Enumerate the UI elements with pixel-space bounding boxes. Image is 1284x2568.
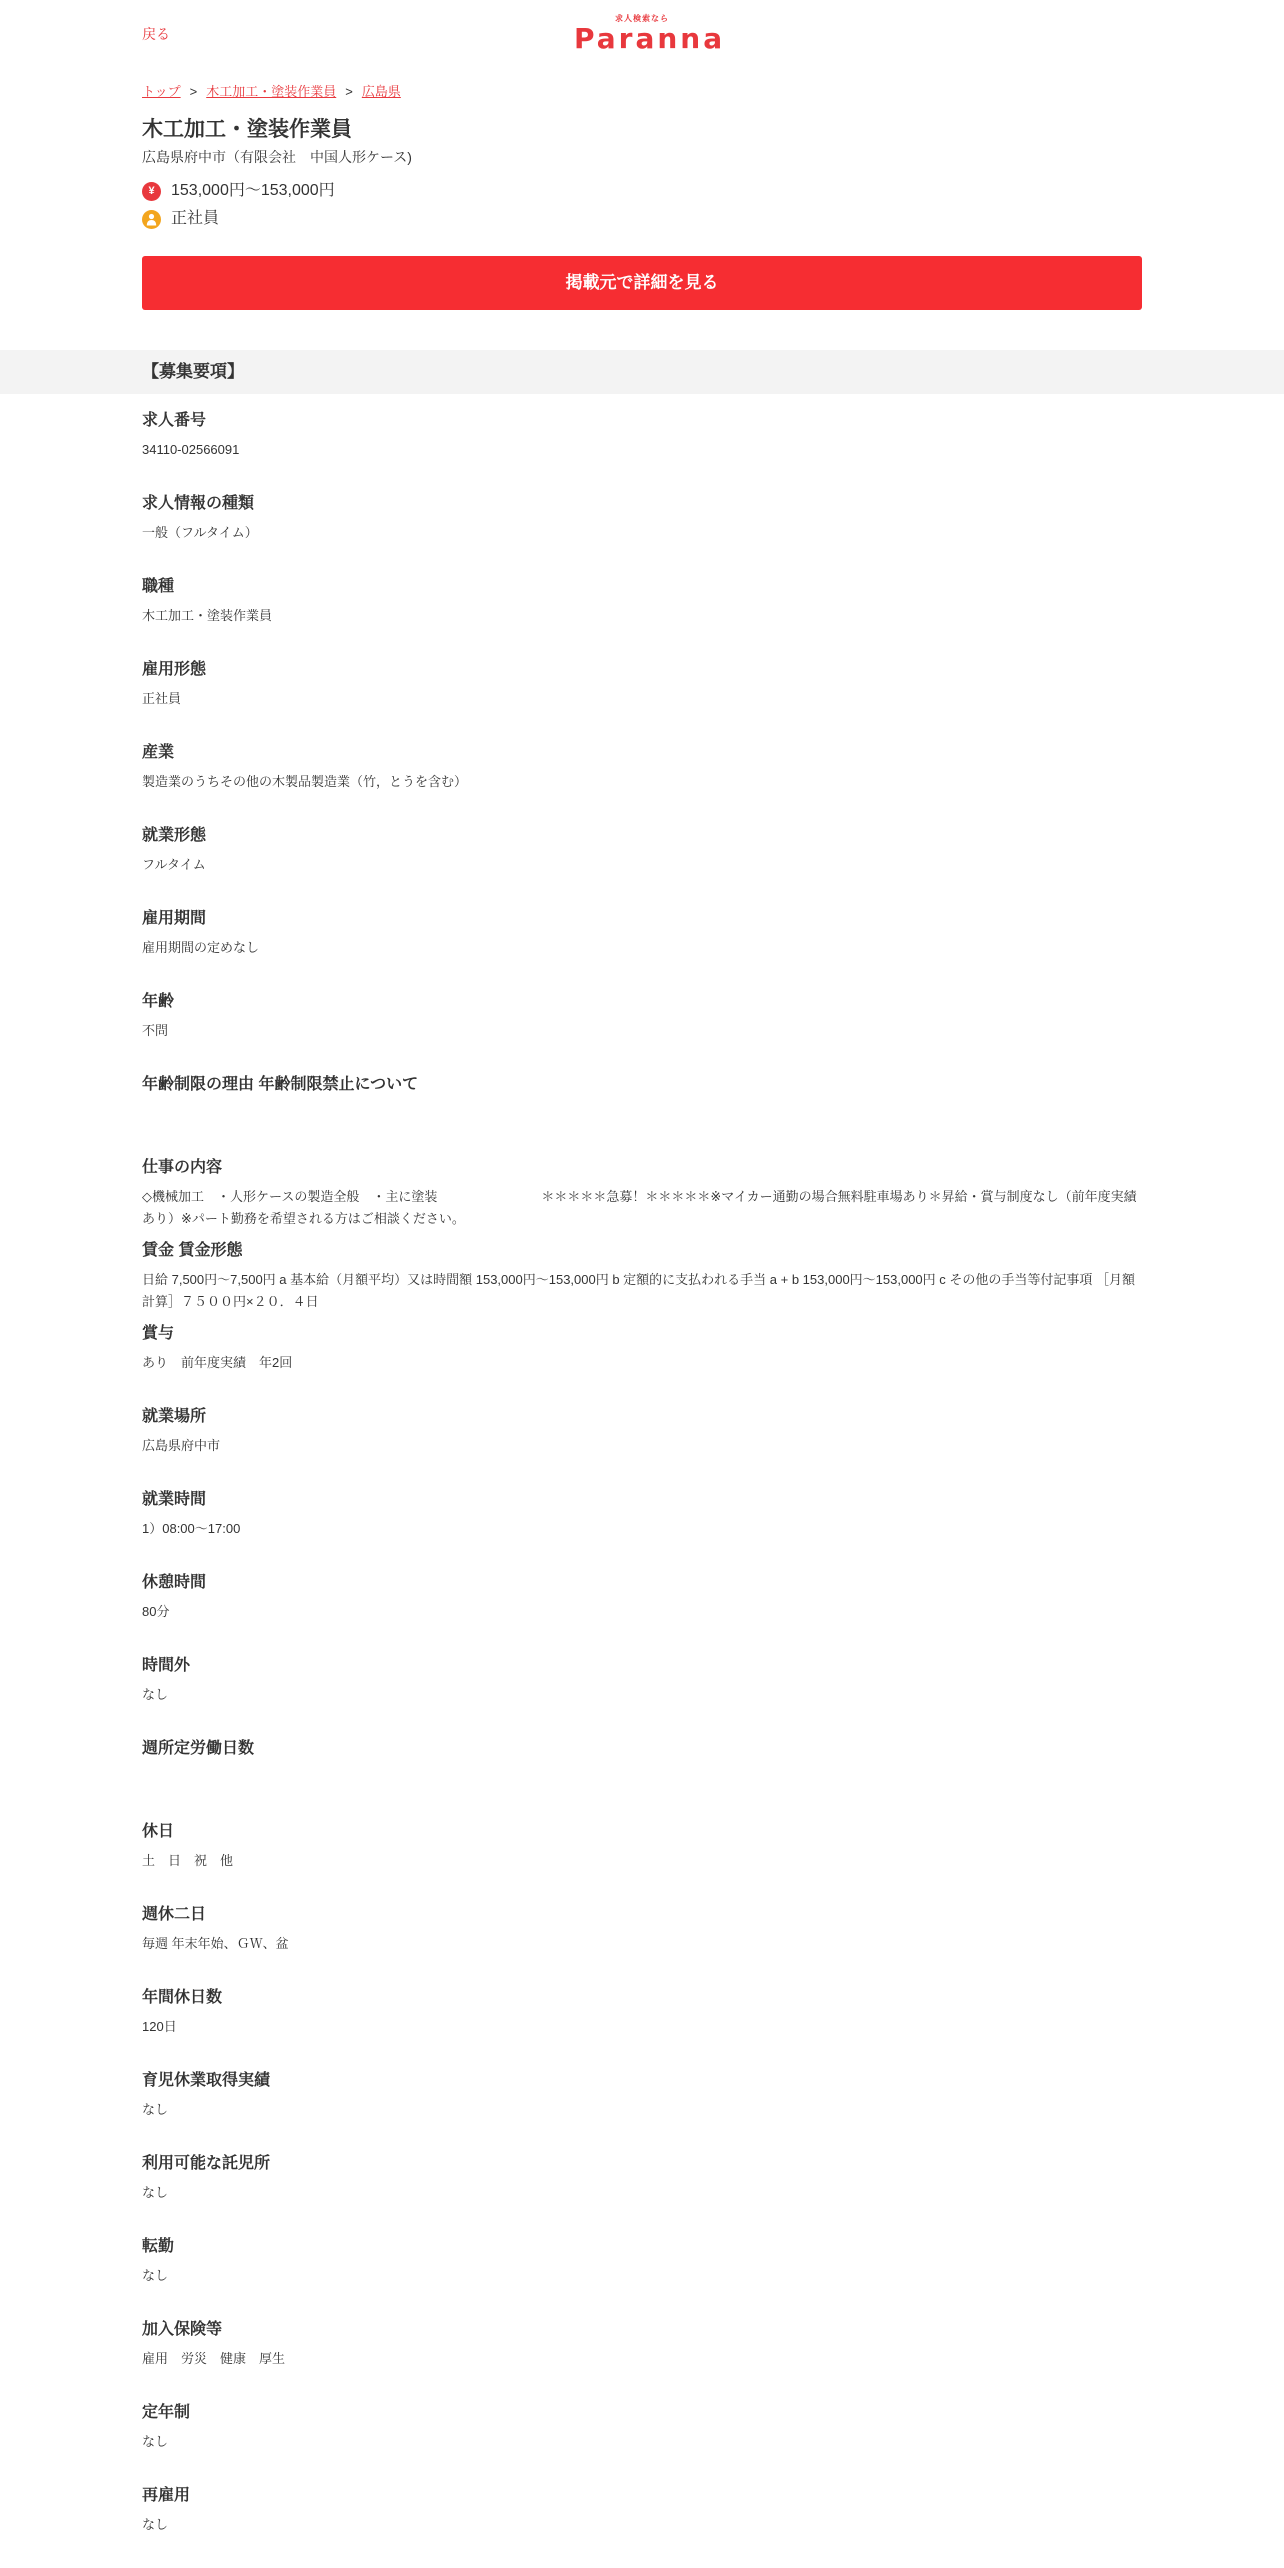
requirement-value: なし: [142, 2517, 169, 2532]
requirement-label: 賞与: [142, 1325, 175, 1342]
requirement-item: [142, 657, 1142, 740]
job-title: 木工加工・塗装作業員: [142, 118, 352, 141]
requirement-item: [142, 2400, 1142, 2483]
page-header: [0, 0, 1284, 62]
requirement-item: [142, 2317, 1142, 2400]
requirement-value: 一般（フルタイム）: [142, 525, 258, 540]
requirements-list: [142, 408, 1142, 2566]
requirement-label: 産業: [142, 744, 175, 761]
requirement-item: [142, 906, 1142, 989]
breadcrumb-top[interactable]: トップ: [142, 84, 181, 99]
requirement-value: 毎週 年末年始、ＧＷ、盆: [142, 1936, 289, 1951]
requirement-value: 製造業のうちその他の木製品製造業（竹，とうを含む）: [142, 774, 468, 789]
requirement-item: [142, 740, 1142, 823]
requirement-label: 雇用期間: [142, 910, 207, 927]
requirement-value: 木工加工・塗装作業員: [142, 608, 273, 623]
requirement-label: 転勤: [142, 2238, 175, 2255]
logo-wordmark: Paranna: [574, 22, 726, 55]
requirement-item: [142, 2234, 1142, 2317]
requirement-value: ◇機械加工 ・人形ケースの製造全般 ・主に塗装 ＊＊＊＊＊急募！＊＊＊＊＊※マイカー通勤の場合無料駐車場あり＊昇給・賞与制度なし（前年度実績あり）※パート勤務を希望される方はご相談ください。: [142, 1189, 1137, 1226]
yen-icon: ¥: [142, 182, 161, 201]
requirement-item: [142, 1902, 1142, 1985]
requirement-label: 時間外: [142, 1657, 191, 1674]
requirement-item: [142, 823, 1142, 906]
requirement-label: 休憩時間: [142, 1574, 207, 1591]
requirement-value: なし: [142, 2102, 169, 2117]
requirement-value: なし: [142, 2185, 169, 2200]
logo-tagline: 求人検索なら: [615, 14, 669, 23]
requirement-value: 80分: [142, 1604, 170, 1619]
requirement-value: フルタイム: [142, 857, 206, 872]
requirement-item: [142, 1321, 1142, 1404]
requirement-label: 利用可能な託児所: [142, 2155, 271, 2172]
requirement-label: 就業場所: [142, 1408, 207, 1425]
requirement-item: [142, 1404, 1142, 1487]
requirement-item: [142, 2151, 1142, 2234]
requirement-label: 就業形態: [142, 827, 207, 844]
requirement-item: [142, 1487, 1142, 1570]
requirement-value: 広島県府中市: [142, 1438, 221, 1453]
breadcrumb-job-category[interactable]: 木工加工・塗装作業員: [206, 84, 337, 99]
requirement-label: 年齢制限の理由 年齢制限禁止について: [142, 1076, 419, 1093]
job-summary: [142, 80, 1142, 310]
requirement-value: なし: [142, 1687, 169, 1702]
requirement-value: 1）08:00～17:00: [142, 1521, 241, 1536]
view-details-button[interactable]: 掲載元で詳細を見る: [142, 256, 1142, 310]
requirement-item: [142, 491, 1142, 574]
requirement-label: 定年制: [142, 2404, 191, 2421]
requirement-label: 週休二日: [142, 1906, 207, 1923]
requirement-label: 雇用形態: [142, 661, 207, 678]
requirement-item: [142, 2483, 1142, 2566]
requirement-value: 日給 7,500円～7,500円 a 基本給（月額平均）又は時間額 153,000円～153,000円 b 定額的に支払われる手当 a + b 153,000円～153,000円 c その他の手当等付記事項 ［月額計算］７５００円×２０．４日: [142, 1272, 1135, 1309]
requirement-item: [142, 1238, 1142, 1321]
requirement-item: [142, 408, 1142, 491]
requirement-item: [142, 2068, 1142, 2151]
salary-text: 153,000円～153,000円: [171, 182, 335, 199]
requirement-value: 不問: [142, 1023, 169, 1038]
company-location: 広島県府中市（有限会社 中国人形ケース): [142, 149, 412, 165]
requirement-item: [142, 1570, 1142, 1653]
requirement-item: [142, 1072, 1142, 1155]
breadcrumb-separator: >: [189, 84, 198, 99]
requirement-item: [142, 1736, 1142, 1819]
breadcrumb-prefecture[interactable]: 広島県: [361, 84, 401, 99]
requirement-value: 正社員: [142, 691, 182, 706]
breadcrumb-separator: >: [345, 84, 353, 99]
requirement-label: 休日: [142, 1823, 175, 1840]
requirement-value: 土 日 祝 他: [142, 1853, 234, 1868]
requirement-label: 就業時間: [142, 1491, 207, 1508]
section-title: 【募集要項】: [142, 362, 244, 381]
requirement-value: あり 前年度実績 年2回: [142, 1355, 293, 1370]
requirement-label: 職種: [142, 578, 175, 595]
person-icon: [142, 210, 161, 229]
requirement-item: [142, 1653, 1142, 1736]
requirement-label: 賃金 賃金形態: [142, 1242, 243, 1259]
requirement-value: 雇用期間の定めなし: [142, 940, 260, 955]
requirement-label: 再雇用: [142, 2487, 191, 2504]
employment-type-row: [142, 208, 1142, 230]
breadcrumb: [142, 80, 1142, 104]
salary-row: [142, 180, 1142, 202]
back-link[interactable]: 戻る: [142, 26, 170, 42]
requirement-label: 求人情報の種類: [142, 495, 255, 512]
requirement-value: 雇用 労災 健康 厚生: [142, 2351, 286, 2366]
requirement-label: 仕事の内容: [142, 1159, 223, 1176]
requirement-value: 34110-02566091: [142, 442, 240, 457]
requirement-item: [142, 1985, 1142, 2068]
requirement-item: [142, 574, 1142, 657]
requirement-label: 加入保険等: [142, 2321, 223, 2338]
requirements-section-header: [0, 350, 1284, 394]
requirement-value: 120日: [142, 2019, 177, 2034]
requirement-label: 育児休業取得実績: [142, 2072, 271, 2089]
requirement-item: [142, 989, 1142, 1072]
requirement-label: 年齢: [142, 993, 175, 1010]
requirement-label: 求人番号: [142, 412, 207, 429]
requirement-label: 週所定労働日数: [142, 1740, 255, 1757]
requirement-value: なし: [142, 2434, 169, 2449]
requirement-label: 年間休日数: [142, 1989, 223, 2006]
requirement-value: なし: [142, 2268, 169, 2283]
requirement-item: [142, 1819, 1142, 1902]
paranna-logo[interactable]: [574, 14, 726, 55]
requirement-item: [142, 1155, 1142, 1238]
employment-type-text: 正社員: [171, 210, 220, 227]
